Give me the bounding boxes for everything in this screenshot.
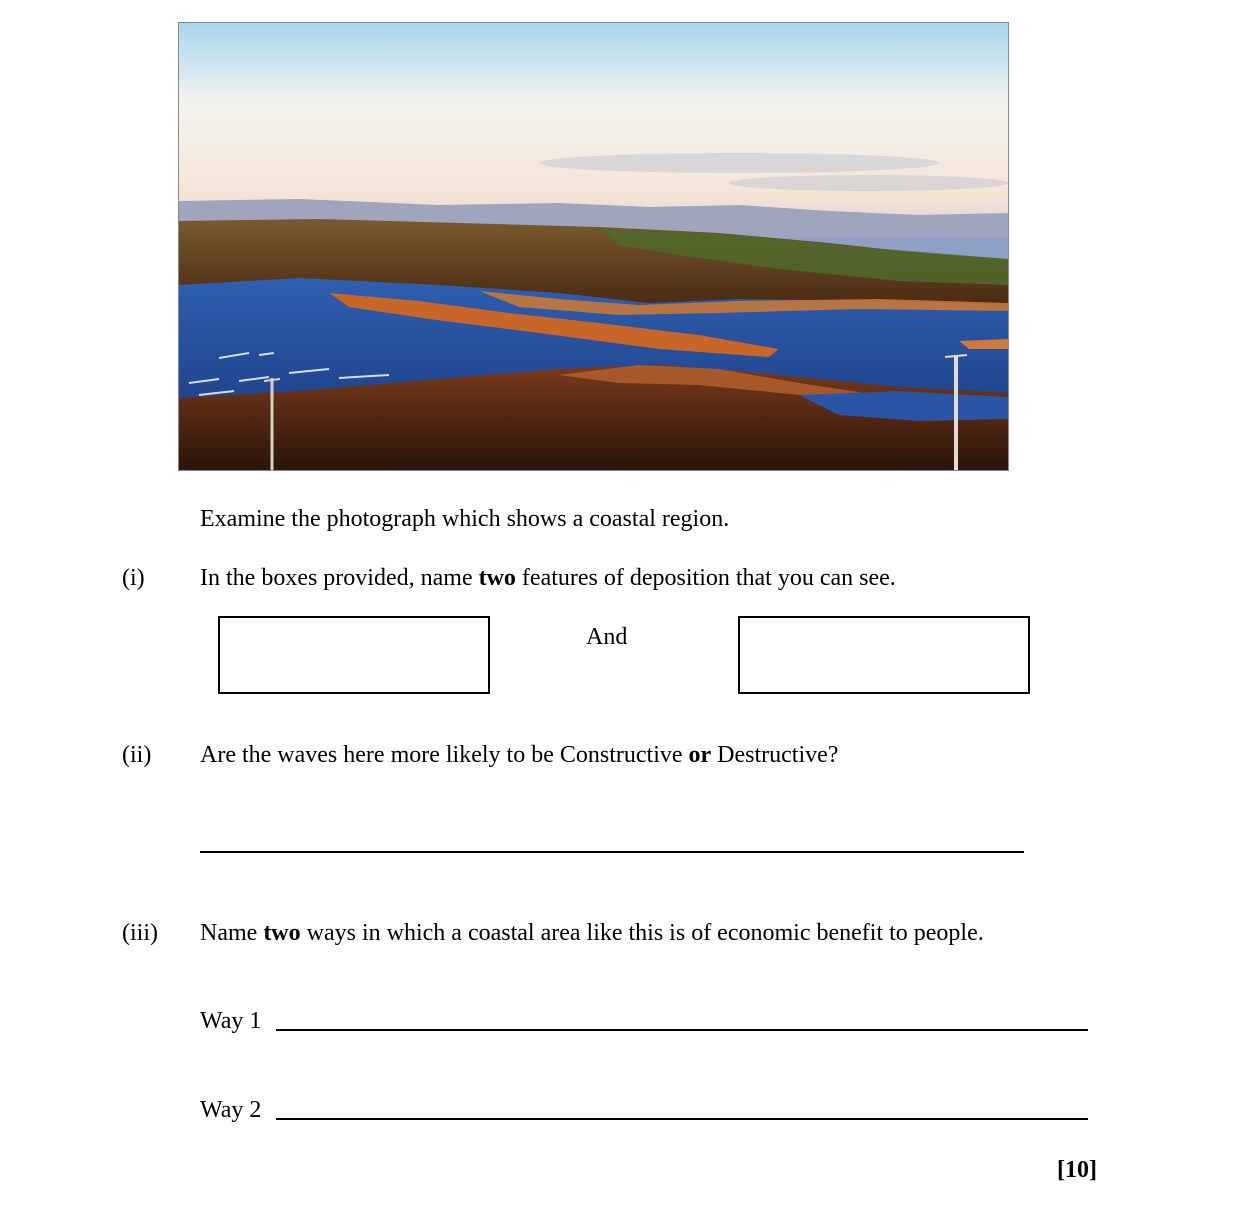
deposition-feature-2-box[interactable] <box>738 616 1030 694</box>
and-connector: And <box>586 624 628 650</box>
way-2-answer-line[interactable] <box>276 1118 1088 1120</box>
way-1-label: Way 1 <box>200 1008 262 1034</box>
question-i-number: (i) <box>122 565 145 591</box>
deposition-feature-1-box[interactable] <box>218 616 490 694</box>
coastal-landscape-image <box>179 23 1008 470</box>
intro-text: Examine the photograph which shows a coastal region. <box>200 506 730 532</box>
way-2-label: Way 2 <box>200 1097 262 1123</box>
question-iii-text: Name two ways in which a coastal area like this is of economic benefit to people. <box>200 920 984 946</box>
wave-type-answer-line[interactable] <box>200 851 1024 853</box>
total-marks: [10] <box>1057 1157 1097 1183</box>
question-ii-number: (ii) <box>122 742 152 768</box>
question-i-text: In the boxes provided, name two features of deposition that you can see. <box>200 565 896 591</box>
way-1-answer-line[interactable] <box>276 1029 1088 1031</box>
question-iii-number: (iii) <box>122 920 158 946</box>
coastal-photograph <box>178 22 1009 471</box>
question-ii-text: Are the waves here more likely to be Constructive or Destructive? <box>200 742 839 768</box>
